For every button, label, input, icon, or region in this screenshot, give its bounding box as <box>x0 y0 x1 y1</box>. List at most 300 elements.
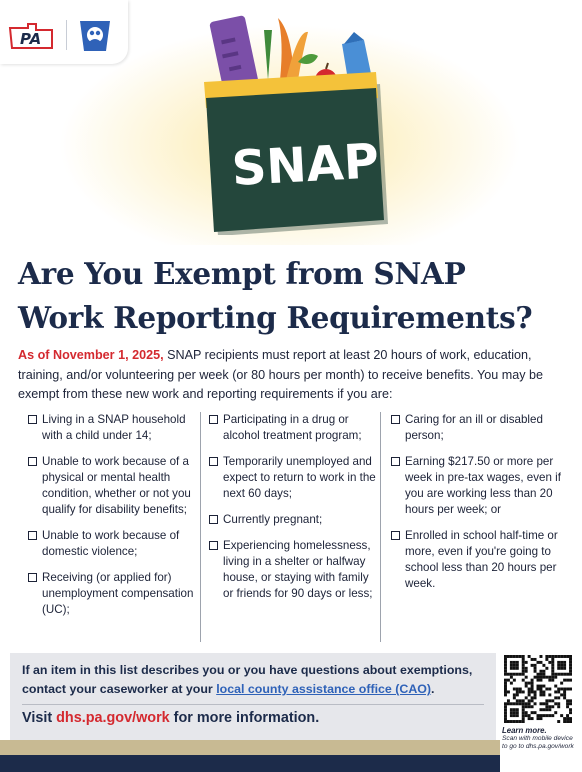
qr-module <box>516 711 519 714</box>
title-line-1: Are You Exempt from SNAP <box>18 256 466 291</box>
qr-module <box>560 664 563 667</box>
checkbox-icon <box>391 457 400 466</box>
qr-module <box>504 664 507 667</box>
checkbox-icon <box>28 573 37 582</box>
qr-module <box>551 676 554 679</box>
visit-text <box>22 710 319 726</box>
exemption-item-text: Living in a SNAP household with a child under 14; <box>42 413 186 442</box>
intro-paragraph <box>18 346 568 405</box>
qr-module <box>522 661 525 664</box>
intro-date: As of November 1, 2025, <box>18 348 164 362</box>
qr-module <box>563 693 566 696</box>
qr-module <box>531 711 534 714</box>
exemption-item-text: Caring for an ill or disabled person; <box>405 413 543 442</box>
exemption-item <box>391 454 570 518</box>
qr-module <box>551 699 554 702</box>
qr-module <box>542 670 545 673</box>
keystone-logo-icon <box>76 17 114 55</box>
qr-module <box>548 699 551 702</box>
exemption-item-text: Currently pregnant; <box>223 513 323 526</box>
qr-module <box>569 655 572 658</box>
qr-module <box>534 702 537 705</box>
qr-module <box>554 711 557 714</box>
qr-module <box>531 690 534 693</box>
qr-module <box>525 714 528 717</box>
qr-module <box>548 693 551 696</box>
qr-module <box>525 682 528 685</box>
qr-module <box>522 717 525 720</box>
qr-module <box>510 664 513 667</box>
qr-module <box>545 655 548 658</box>
qr-module <box>513 708 516 711</box>
exemption-column-3 <box>380 412 570 642</box>
qr-module <box>504 690 507 693</box>
qr-module <box>534 667 537 670</box>
qr-module <box>539 717 542 720</box>
qr-module <box>528 688 531 691</box>
qr-module <box>531 679 534 682</box>
exemption-item <box>209 538 378 602</box>
exemption-item <box>391 528 570 592</box>
qr-module <box>563 696 566 699</box>
qr-module <box>504 711 507 714</box>
qr-module <box>554 673 557 676</box>
qr-module <box>560 688 563 691</box>
qr-module <box>560 661 563 664</box>
qr-module <box>516 693 519 696</box>
qr-module <box>528 717 531 720</box>
qr-module <box>507 673 510 676</box>
qr-module <box>537 714 540 717</box>
qr-module <box>507 702 510 705</box>
qr-module <box>522 714 525 717</box>
qr-panel <box>500 653 580 763</box>
qr-module <box>510 673 513 676</box>
qr-module <box>504 708 507 711</box>
qr-module <box>566 702 569 705</box>
qr-module <box>531 685 534 688</box>
qr-module <box>560 655 563 658</box>
qr-module <box>566 720 569 723</box>
qr-module <box>542 702 545 705</box>
qr-module <box>522 658 525 661</box>
page-title <box>18 252 568 340</box>
qr-module <box>537 676 540 679</box>
qr-module <box>522 670 525 673</box>
qr-module <box>548 676 551 679</box>
qr-module <box>522 711 525 714</box>
qr-module <box>537 661 540 664</box>
pa-logo-text: PA <box>20 30 42 48</box>
qr-module <box>519 673 522 676</box>
qr-module <box>513 667 516 670</box>
qr-module <box>528 714 531 717</box>
qr-module <box>522 702 525 705</box>
qr-module <box>539 688 542 691</box>
qr-module <box>569 661 572 664</box>
qr-module <box>528 705 531 708</box>
qr-module <box>504 661 507 664</box>
logo-divider <box>66 20 67 50</box>
qr-module <box>563 673 566 676</box>
qr-module <box>522 699 525 702</box>
qr-module <box>516 667 519 670</box>
checkbox-icon <box>28 415 37 424</box>
qr-module <box>528 682 531 685</box>
qr-module <box>528 693 531 696</box>
qr-module <box>519 690 522 693</box>
qr-module <box>531 664 534 667</box>
qr-module <box>531 699 534 702</box>
qr-module <box>510 676 513 679</box>
exemption-item <box>18 454 198 518</box>
exemption-column-2 <box>200 412 378 642</box>
qr-module <box>566 688 569 691</box>
qr-module <box>504 673 507 676</box>
qr-module <box>566 717 569 720</box>
qr-module <box>557 667 560 670</box>
qr-module <box>513 711 516 714</box>
qr-module <box>504 693 507 696</box>
exemption-item <box>209 512 378 528</box>
qr-module <box>513 661 516 664</box>
qr-module <box>566 705 569 708</box>
checkbox-icon <box>209 515 218 524</box>
qr-module <box>545 688 548 691</box>
qr-module <box>522 673 525 676</box>
qr-module <box>516 661 519 664</box>
qr-module <box>534 658 537 661</box>
exemption-item <box>18 528 198 560</box>
qr-module <box>569 679 572 682</box>
qr-module <box>557 720 560 723</box>
qr-module <box>519 720 522 723</box>
qr-module <box>510 702 513 705</box>
qr-module <box>510 661 513 664</box>
qr-module <box>542 685 545 688</box>
qr-module <box>548 708 551 711</box>
qr-module <box>531 696 534 699</box>
qr-module <box>554 696 557 699</box>
contact-info-box <box>10 653 496 743</box>
qr-module <box>539 676 542 679</box>
exemption-item <box>391 412 570 444</box>
qr-module <box>539 708 542 711</box>
qr-module <box>537 673 540 676</box>
qr-module <box>551 679 554 682</box>
qr-module <box>545 702 548 705</box>
qr-module <box>510 667 513 670</box>
qr-module <box>516 690 519 693</box>
title-line-2: Work Reporting Requirements? <box>18 300 533 335</box>
qr-module <box>548 714 551 717</box>
qr-module <box>539 655 542 658</box>
qr-module <box>522 720 525 723</box>
qr-module <box>560 693 563 696</box>
qr-module <box>539 679 542 682</box>
qr-module <box>504 658 507 661</box>
qr-module <box>563 661 566 664</box>
qr-module <box>513 696 516 699</box>
qr-module <box>566 655 569 658</box>
qr-module <box>513 714 516 717</box>
qr-module <box>534 670 537 673</box>
qr-module <box>554 676 557 679</box>
qr-module <box>569 711 572 714</box>
qr-module <box>542 708 545 711</box>
qr-module <box>569 673 572 676</box>
qr-module <box>525 685 528 688</box>
qr-module <box>569 720 572 723</box>
qr-module <box>522 667 525 670</box>
snap-grocery-bag-icon <box>180 10 400 235</box>
hero-banner <box>0 0 582 245</box>
qr-module <box>557 688 560 691</box>
dhs-work-link[interactable]: dhs.pa.gov/work <box>56 710 170 726</box>
qr-module <box>507 690 510 693</box>
qr-module <box>513 664 516 667</box>
qr-module <box>516 664 519 667</box>
qr-module <box>554 690 557 693</box>
qr-module <box>513 688 516 691</box>
qr-module <box>531 682 534 685</box>
qr-module <box>545 658 548 661</box>
qr-module <box>534 696 537 699</box>
qr-module <box>557 661 560 664</box>
qr-module <box>504 667 507 670</box>
qr-module <box>542 673 545 676</box>
qr-module <box>504 679 507 682</box>
qr-module <box>516 673 519 676</box>
qr-module <box>513 655 516 658</box>
exemption-item-text: Experiencing homelessness, living in a shelter or halfway house, or staying with family or friends for 90 days or less; <box>223 539 373 600</box>
qr-module <box>569 670 572 673</box>
qr-module <box>516 720 519 723</box>
exemption-item-text: Participating in a drug or alcohol treatment program; <box>223 413 362 442</box>
qr-module <box>534 664 537 667</box>
exemption-item <box>18 570 198 618</box>
qr-module <box>522 690 525 693</box>
qr-module <box>525 702 528 705</box>
qr-module <box>569 658 572 661</box>
qr-module <box>539 690 542 693</box>
exemption-item-text: Unable to work because of domestic violence; <box>42 529 180 558</box>
qr-module <box>522 655 525 658</box>
qr-module <box>534 690 537 693</box>
qr-module <box>542 714 545 717</box>
qr-module <box>563 717 566 720</box>
exemption-column-1 <box>18 412 198 642</box>
qr-module <box>542 676 545 679</box>
qr-module <box>507 679 510 682</box>
qr-module <box>560 673 563 676</box>
checkbox-icon <box>28 457 37 466</box>
qr-module <box>516 714 519 717</box>
qr-module <box>569 667 572 670</box>
qr-module <box>539 693 542 696</box>
qr-module <box>557 655 560 658</box>
qr-module <box>516 708 519 711</box>
qr-module <box>563 655 566 658</box>
qr-module <box>557 673 560 676</box>
qr-module <box>566 714 569 717</box>
qr-module <box>504 714 507 717</box>
qr-module <box>539 661 542 664</box>
qr-module <box>504 655 507 658</box>
qr-code-icon[interactable] <box>504 655 572 723</box>
qr-module <box>566 679 569 682</box>
qr-module <box>569 717 572 720</box>
cao-link[interactable]: local county assistance office (CAO) <box>216 682 432 696</box>
qr-module <box>528 702 531 705</box>
qr-module <box>542 690 545 693</box>
qr-module <box>525 676 528 679</box>
checkbox-icon <box>28 531 37 540</box>
contact-text-end: . <box>431 682 435 696</box>
qr-module <box>504 702 507 705</box>
qr-module <box>569 702 572 705</box>
qr-module <box>560 714 563 717</box>
qr-module <box>545 705 548 708</box>
qr-module <box>551 673 554 676</box>
qr-module <box>507 720 510 723</box>
pa-logo-icon <box>8 22 58 52</box>
qr-module <box>531 717 534 720</box>
qr-instructions: Scan with mobile device to go to dhs.pa.gov/work <box>502 735 574 750</box>
qr-module <box>510 711 513 714</box>
qr-module <box>528 690 531 693</box>
qr-module <box>519 655 522 658</box>
exemption-item-text: Unable to work because of a physical or mental health condition, whether or not you qualify for disability benefits; <box>42 455 191 516</box>
qr-module <box>522 664 525 667</box>
qr-module <box>539 714 542 717</box>
qr-module <box>563 720 566 723</box>
qr-module <box>551 655 554 658</box>
qr-module <box>504 720 507 723</box>
qr-module <box>525 667 528 670</box>
qr-module <box>537 679 540 682</box>
checkbox-icon <box>209 415 218 424</box>
qr-module <box>539 702 542 705</box>
qr-module <box>504 682 507 685</box>
qr-module <box>537 688 540 691</box>
qr-module <box>519 688 522 691</box>
qr-module <box>560 682 563 685</box>
qr-caption <box>502 727 580 751</box>
qr-module <box>534 711 537 714</box>
footer-divider <box>22 704 484 705</box>
qr-module <box>545 667 548 670</box>
learn-more-label: Learn more. <box>502 726 547 735</box>
qr-module <box>557 705 560 708</box>
qr-module <box>554 685 557 688</box>
qr-module <box>507 699 510 702</box>
exemption-item <box>209 454 378 502</box>
qr-module <box>504 670 507 673</box>
qr-module <box>551 714 554 717</box>
qr-module <box>563 688 566 691</box>
qr-module <box>566 673 569 676</box>
qr-module <box>551 667 554 670</box>
qr-module <box>510 708 513 711</box>
qr-module <box>534 676 537 679</box>
qr-module <box>548 688 551 691</box>
checkbox-icon <box>391 531 400 540</box>
contact-text <box>22 661 492 699</box>
qr-module <box>510 720 513 723</box>
qr-module <box>504 688 507 691</box>
qr-module <box>569 688 572 691</box>
header-logos <box>0 0 128 64</box>
qr-module <box>504 705 507 708</box>
qr-module <box>531 688 534 691</box>
qr-module <box>525 696 528 699</box>
qr-module <box>548 661 551 664</box>
exemption-item-text: Temporarily unemployed and expect to return to work in the next 60 days; <box>223 455 376 500</box>
qr-module <box>551 664 554 667</box>
checkbox-icon <box>391 415 400 424</box>
qr-module <box>525 711 528 714</box>
qr-module <box>510 655 513 658</box>
qr-module <box>548 705 551 708</box>
visit-end: for more information. <box>169 710 320 726</box>
qr-module <box>504 685 507 688</box>
qr-module <box>516 699 519 702</box>
checkbox-icon <box>209 541 218 550</box>
checkbox-icon <box>209 457 218 466</box>
qr-module <box>557 690 560 693</box>
qr-module <box>539 685 542 688</box>
qr-module <box>528 699 531 702</box>
qr-module <box>548 655 551 658</box>
qr-module <box>563 679 566 682</box>
qr-module <box>554 655 557 658</box>
qr-module <box>525 705 528 708</box>
qr-module <box>516 655 519 658</box>
qr-module <box>513 679 516 682</box>
qr-module <box>557 702 560 705</box>
intro-text: SNAP recipients must report at least 20 hours of work, education, training, and/or volunteering per week (or 80 hours per month) to receive benefits. You may be exempt from these new work and reporting requirements if you are: <box>18 348 544 401</box>
qr-module <box>539 673 542 676</box>
exemption-item-text: Earning $217.50 or more per week in pre-tax wages, even if you are working less than 20 hours per week; or <box>405 455 561 516</box>
qr-module <box>522 708 525 711</box>
qr-module <box>563 690 566 693</box>
qr-module <box>510 714 513 717</box>
footer-band-navy <box>0 755 500 772</box>
qr-module <box>525 661 528 664</box>
qr-module <box>513 702 516 705</box>
qr-module <box>513 673 516 676</box>
qr-module <box>560 667 563 670</box>
qr-module <box>531 705 534 708</box>
qr-module <box>563 664 566 667</box>
qr-module <box>545 708 548 711</box>
exemption-list <box>18 412 570 642</box>
qr-module <box>551 661 554 664</box>
snap-bag-text: SNAP <box>230 133 381 198</box>
qr-module <box>537 717 540 720</box>
footer-band-tan <box>0 740 500 755</box>
qr-module <box>525 670 528 673</box>
exemption-item <box>18 412 198 444</box>
qr-module <box>557 664 560 667</box>
qr-module <box>516 702 519 705</box>
exemption-item-text: Enrolled in school half-time or more, even if you're going to school less than 20 hours per week. <box>405 529 558 590</box>
qr-module <box>519 702 522 705</box>
qr-module <box>545 699 548 702</box>
qr-module <box>542 664 545 667</box>
qr-module <box>566 699 569 702</box>
